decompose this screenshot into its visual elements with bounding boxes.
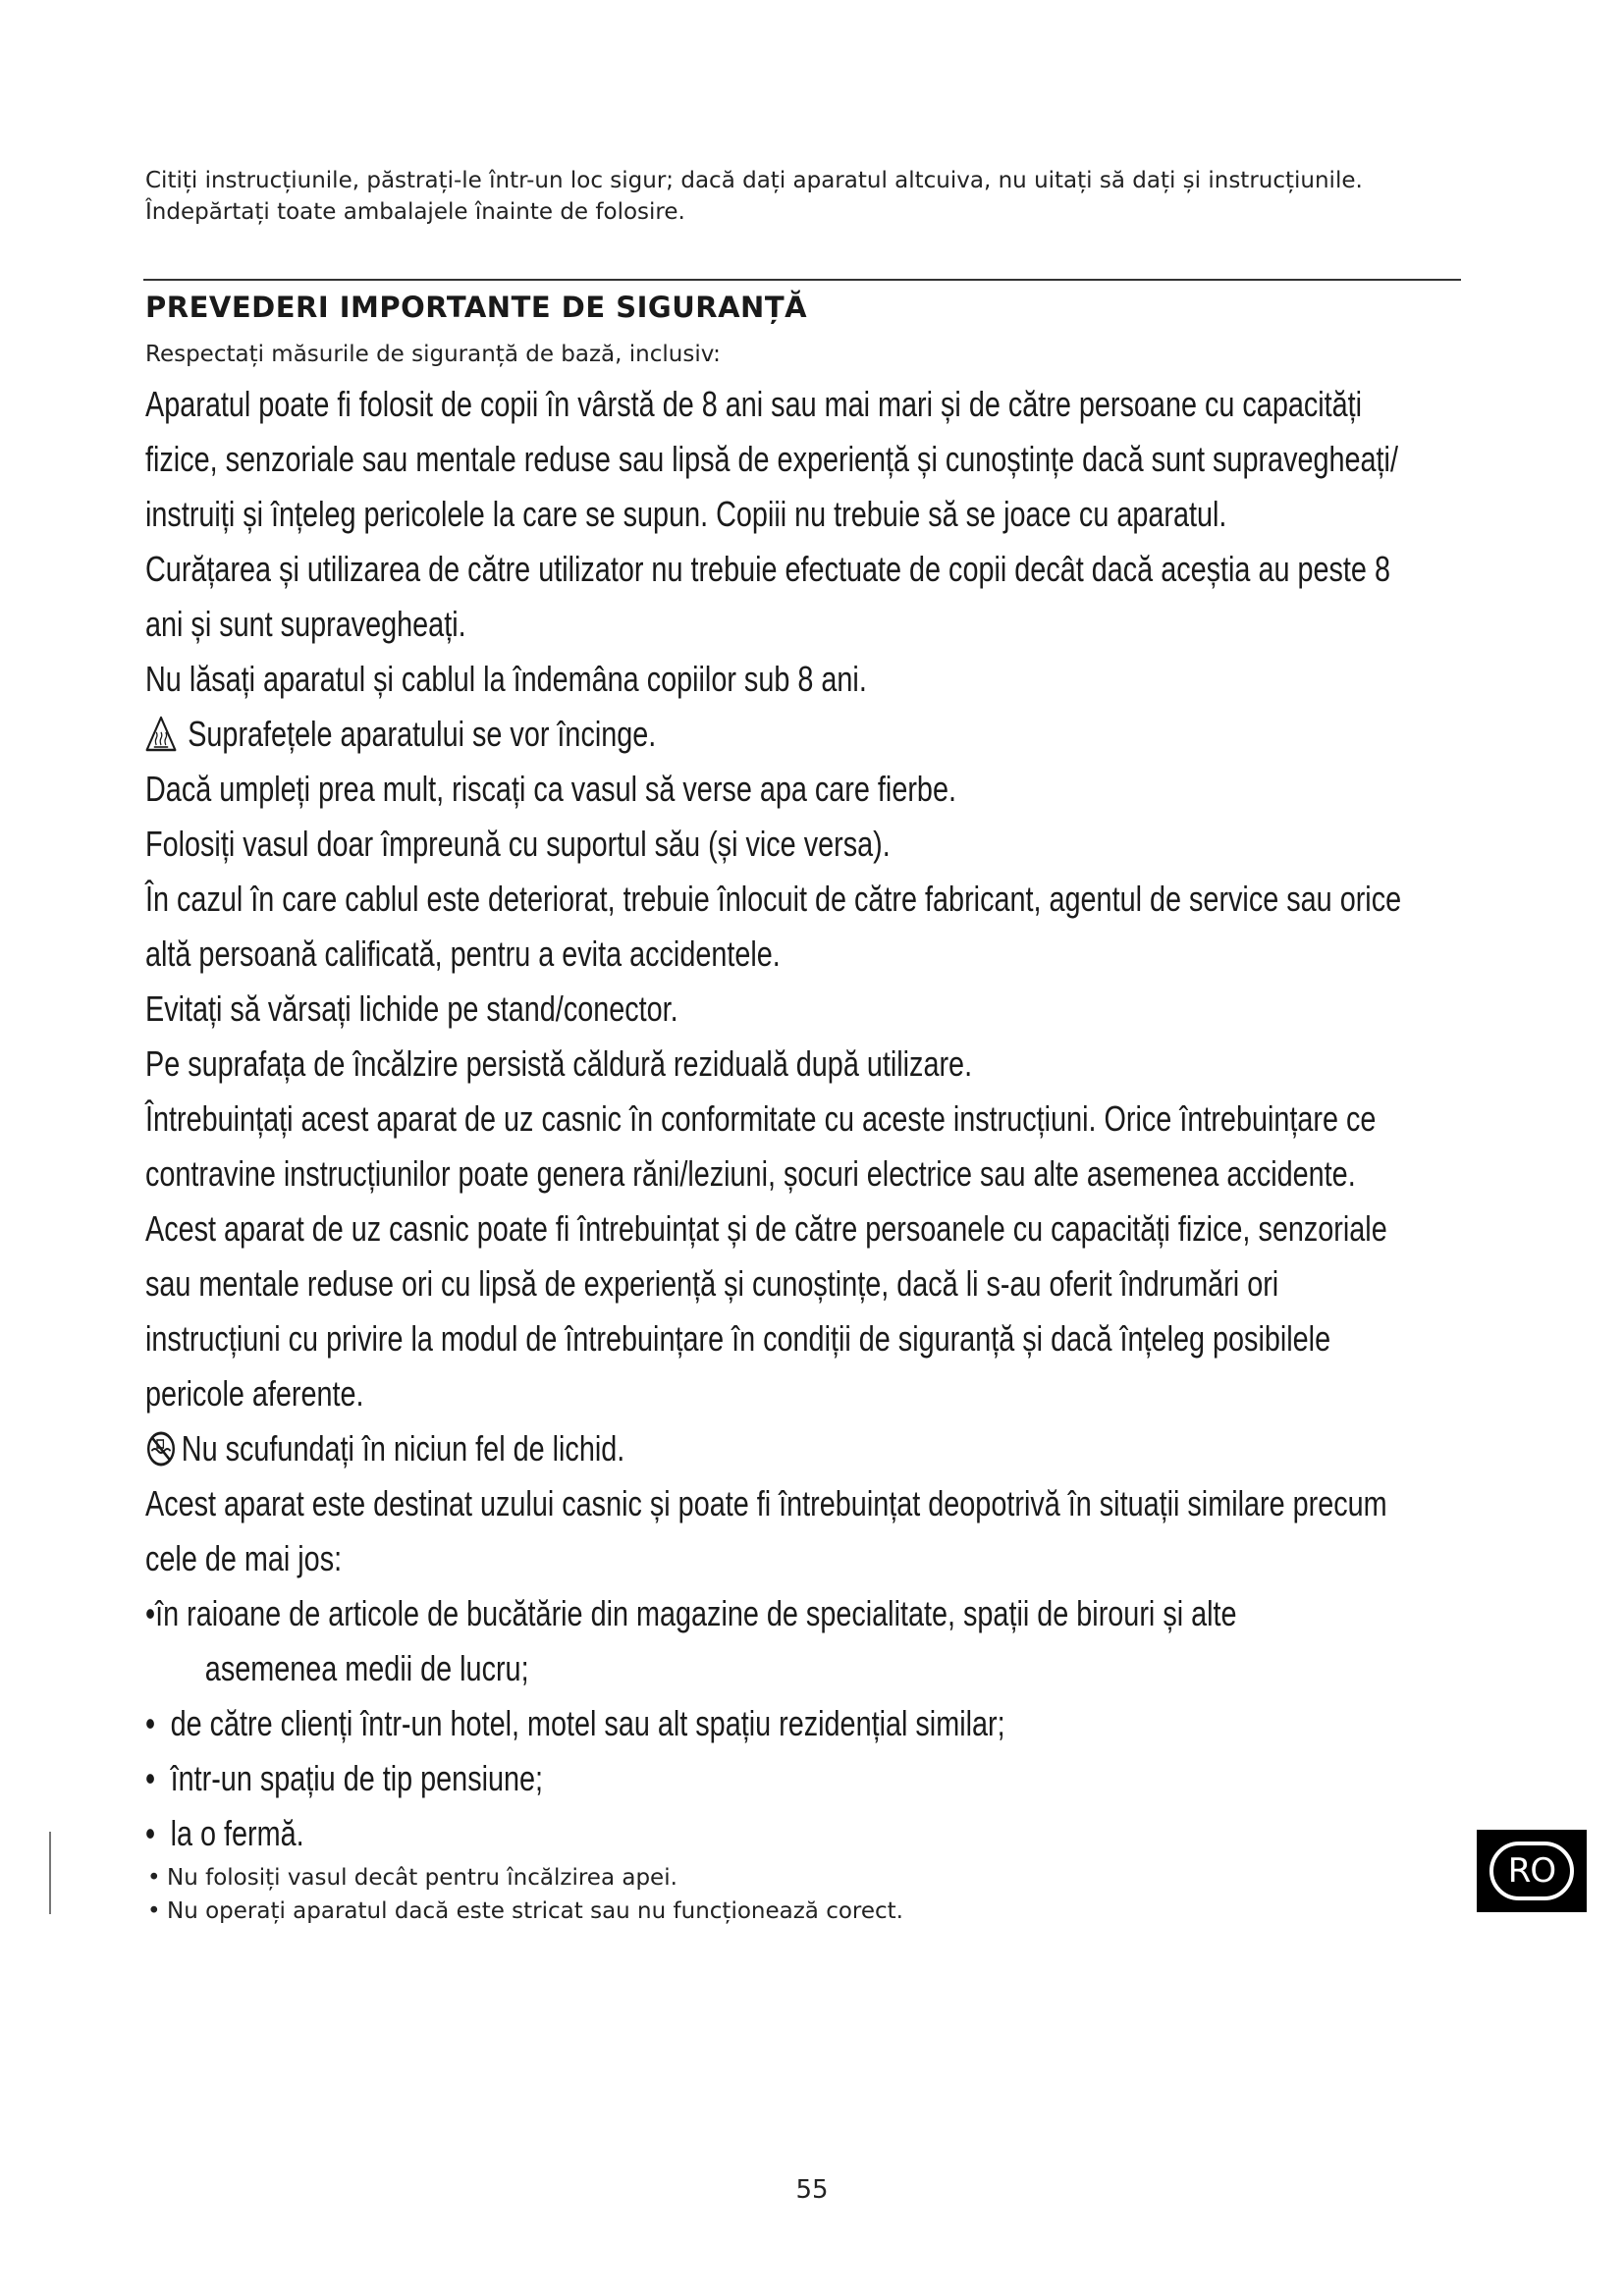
safety-line [145, 817, 1214, 872]
bullet: • [145, 1813, 156, 1853]
bullet: • [145, 1758, 156, 1798]
list-item [145, 1586, 1237, 1641]
language-badge [1477, 1830, 1587, 1912]
line-text: sau mentale reduse ori cu lipsă de experiență și cunoștințe, dacă li s-au oferit îndrumări ori [145, 1263, 1279, 1304]
safety-text [145, 377, 1481, 1861]
line-text: Pe suprafața de încălzire persistă căldură reziduală după utilizare. [145, 1043, 973, 1084]
line-text: instrucțiuni cu privire la modul de întrebuințare în condiții de siguranță și dacă înțeleg posibilele [145, 1318, 1331, 1359]
bullet: • [147, 1865, 161, 1891]
section-divider [143, 279, 1461, 281]
safety-line [145, 1147, 1356, 1201]
safety-line [145, 982, 1214, 1037]
line-text: Acest aparat de uz casnic poate fi întrebuințat și de către persoanele cu capacități fizice, senzoriale [145, 1208, 1387, 1249]
safety-line [145, 432, 1398, 487]
line-text: asemenea medii de lucru; [204, 1648, 529, 1688]
line-text: Suprafețele aparatului se vor încinge. [188, 714, 657, 754]
line-text: Acest aparat este destinat uzului casnic și poate fi întrebuințat deopotrivă în situații similare precum [145, 1483, 1387, 1523]
bullet: • [147, 1898, 161, 1924]
do-not-immerse-icon [145, 1429, 177, 1468]
line-text: pericole aferente. [145, 1373, 364, 1414]
line-text: de către clienți într-un hotel, motel sau alt spațiu rezidențial similar; [170, 1703, 1005, 1743]
small-list-item [147, 1861, 903, 1895]
safety-line [145, 1476, 1387, 1531]
safety-line [145, 1256, 1279, 1311]
intro-text [145, 165, 1461, 228]
intro-line: Îndepărtați toate ambalajele înainte de folosire. [145, 199, 685, 225]
page-number: 55 [795, 2175, 829, 2205]
language-code: RO [1489, 1842, 1574, 1900]
line-text: Nu lăsați aparatul și cablul la îndemâna copiilor sub 8 ani. [145, 659, 867, 699]
safety-line [145, 1366, 1214, 1421]
intro-line: Citiți instrucțiunile, păstrați-le într-un loc sigur; dacă dați aparatul altcuiva, nu uitați să dați și instrucțiunile. [145, 168, 1363, 193]
line-text: Nu folosiți vasul decât pentru încălzirea apei. [167, 1865, 677, 1891]
safety-line [145, 1201, 1387, 1256]
section-subtitle: Respectați măsurile de siguranță de bază, inclusiv: [145, 342, 721, 367]
line-text: Întrebuințați acest aparat de uz casnic în conformitate cu aceste instrucțiuni. Orice întrebuințare ce [145, 1098, 1377, 1139]
line-text: În cazul în care cablul este deteriorat, trebuie înlocuit de către fabricant, agentul de service sau orice [145, 879, 1402, 919]
line-text: Evitați să vărsați lichide pe stand/conector. [145, 988, 678, 1029]
section-title: PREVEDERI IMPORTANTE DE SIGURANȚĂ [145, 291, 808, 324]
line-text: fizice, senzoriale sau mentale reduse sau lipsă de experiență și cunoștințe dacă sunt supravegheați/ [145, 439, 1398, 479]
line-text: într-un spațiu de tip pensiune; [170, 1758, 544, 1798]
safety-line [145, 542, 1390, 597]
safety-line [145, 762, 1214, 817]
line-text: Dacă umpleți prea mult, riscați ca vasul să verse apa care fierbe. [145, 769, 956, 809]
list-item [145, 1751, 1214, 1806]
safety-line [145, 487, 1227, 542]
small-list-item [147, 1895, 903, 1928]
safety-line [145, 377, 1363, 432]
line-text: Nu scufundați în niciun fel de lichid. [181, 1428, 625, 1468]
safety-line [145, 927, 1214, 982]
margin-marker [49, 1832, 51, 1914]
line-text: altă persoană calificată, pentru a evita accidentele. [145, 934, 781, 974]
line-text: Folosiți vasul doar împreună cu suportul său (și vice versa). [145, 824, 891, 864]
line-text: instruiți și înțeleg pericolele la care se supun. Copiii nu trebuie să se joace cu aparatul. [145, 494, 1227, 534]
hot-surface-warning-icon [145, 715, 177, 754]
line-text: în raioane de articole de bucătărie din magazine de specialitate, spații de birouri și alte [155, 1593, 1237, 1633]
safety-line [145, 872, 1402, 927]
safety-line [145, 652, 1214, 707]
line-text: ani și sunt supravegheați. [145, 604, 466, 644]
bullet: • [145, 1593, 156, 1633]
bullet: • [145, 1703, 156, 1743]
safety-line [145, 1092, 1377, 1147]
safety-line-hot-surface [145, 707, 1214, 762]
safety-line [145, 1531, 1214, 1586]
safety-line-no-immerse [145, 1421, 1214, 1476]
line-text: cele de mai jos: [145, 1538, 343, 1578]
small-bullet-list [147, 1861, 903, 1928]
line-text: contravine instrucțiunilor poate genera răni/leziuni, șocuri electrice sau alte asemenea accidente. [145, 1153, 1356, 1194]
safety-line [145, 1037, 1214, 1092]
line-text: Curățarea și utilizarea de către utilizator nu trebuie efectuate de copii decât dacă aceștia au peste 8 [145, 549, 1390, 589]
line-text: Nu operați aparatul dacă este stricat sau nu funcționează corect. [167, 1898, 903, 1924]
list-item [145, 1806, 1214, 1861]
safety-line [145, 1311, 1331, 1366]
list-item [145, 1696, 1214, 1751]
safety-line [145, 597, 1214, 652]
list-item-continuation [145, 1641, 1214, 1696]
line-text: Aparatul poate fi folosit de copii în vârstă de 8 ani sau mai mari și de către persoane cu capacități [145, 384, 1363, 424]
line-text: la o fermă. [170, 1813, 304, 1853]
